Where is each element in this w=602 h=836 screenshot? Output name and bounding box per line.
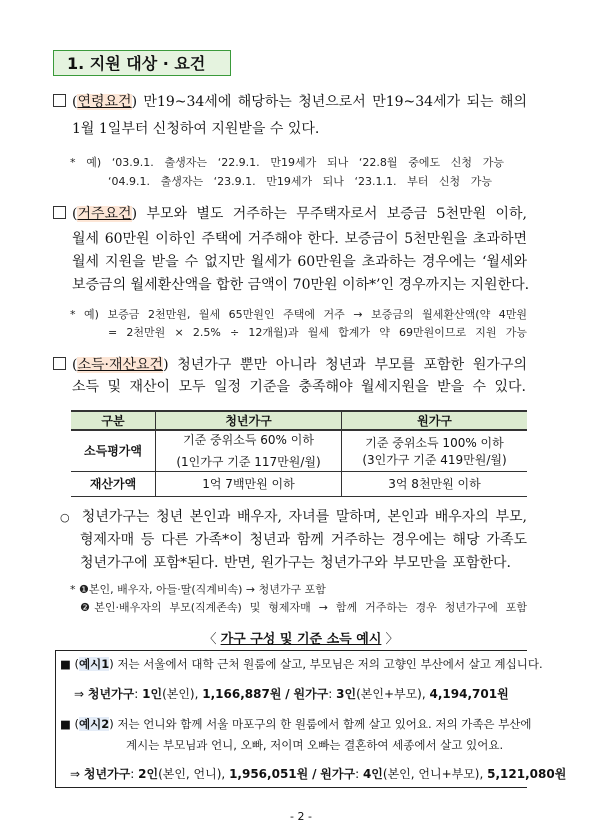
residence-line-4: 보증금의 월세환산액을 합한 금액이 70만원 이하*’인 경우까지는 지원한다.: [72, 277, 530, 293]
residence-requirement: (거주요건) 부모와 별도 거주하는 무주택자로서 보증금 5천만원 이하,: [53, 203, 527, 223]
example-label: 예시2: [79, 717, 110, 731]
text: 만19~34세에 해당하는 청년으로서 만19~34세가 되는 해의: [143, 94, 527, 110]
header-category: 구분: [71, 411, 156, 430]
l: (본인, 언니),: [158, 767, 226, 781]
page-number: - 2 -: [290, 810, 312, 823]
age-note-2: ‘04.9.1. 출생자는 ‘23.9.1. 만19세가 되나 ‘23.1.1. 부터 신청 가능: [108, 175, 492, 188]
example-label: 예시1: [79, 657, 110, 671]
household-para: [60, 506, 527, 526]
l: 원가구: [320, 767, 356, 781]
example-2: ■ (예시2) 저는 언니와 함께 서울 마포구의 한 원룸에서 함께 살고 있어요. 저의 가족은 부산에: [60, 717, 532, 731]
caption-text: 가구 구성 및 기준 소득 예시: [220, 632, 382, 647]
header-youth: 청년가구: [156, 411, 342, 430]
examples-box: [55, 650, 567, 788]
origin-income: [342, 430, 528, 471]
table-row: [71, 471, 527, 496]
age-note-1: * 예) ‘03.9.1. 출생자는 ‘22.9.1. 만19세가 되나 ‘22.8월 중에도 신청 가능: [70, 156, 504, 169]
household-note-2: ❷본인·배우자의 부모(직계존속) 및 형제자매 → 함께 거주하는 경우 청년가구에 포함: [80, 601, 527, 614]
origin-assets: 3억 8천만원 이하: [342, 471, 528, 496]
household-note-1: * ❶본인, 배우자, 아들·딸(직계비속) → 청년가구 포함: [70, 583, 326, 596]
income-line-2: 소득 및 재산이 모두 일정 기준을 충족해야 월세지원을 받을 수 있다.: [72, 379, 526, 395]
residence-tag: 거주요건: [77, 206, 132, 222]
l: 4인: [362, 767, 383, 781]
text: 청년가구 뿐만 아니라 청년과 부모를 포함한 원가구의: [177, 357, 527, 373]
residence-line-2: 월세 60만원 이하인 주택에 거주해야 한다. 보증금이 5천만원을 초과하면: [72, 231, 527, 247]
l: /: [285, 687, 290, 701]
l: 원가구: [293, 687, 329, 701]
l: /: [312, 767, 317, 781]
household-line-2: 형제자매 등 다른 가족*이 청년과 함께 거주하는 경우에는 해당 가족도: [80, 532, 527, 548]
l: 청년가구: [87, 687, 135, 701]
cell-line: 기준 중위소득 100% 이하: [365, 435, 504, 450]
age-tag: 연령요건: [77, 94, 132, 110]
residence-note-2: = 2천만원 × 2.5% ÷ 12개월)과 월세 합계가 약 69만원이므로 지원 가능: [108, 326, 527, 339]
cell-line: 기준 중위소득 60% 이하: [183, 433, 314, 448]
l: 4,194,701원: [429, 687, 509, 701]
examples-caption: [0, 628, 602, 647]
row-label: 재산가액: [71, 471, 156, 496]
residence-line-3: 월세 지원을 받을 수 없지만 월세가 60만원을 초과하는 경우에는 ‘월세와: [72, 254, 527, 270]
income-requirement: (소득·재산요건) 청년가구 뿐만 아니라 청년과 부모를 포함한 원가구의: [53, 354, 527, 374]
example-1-result: ⇒ 청년가구: 1인(본인), 1,166,887원 / 원가구: 3인(본인+부모), 4,194,701원: [74, 687, 509, 701]
bracket: 〈: [203, 632, 217, 647]
text: 청년가구는 청년 본인과 배우자, 자녀를 말하며, 본인과 배우자의 부모,: [81, 509, 527, 525]
table-row: [71, 430, 527, 471]
text: 저는 언니와 함께 서울 마포구의 한 원룸에서 함께 살고 있어요. 저의 가족은 부산에: [117, 717, 532, 731]
l: (본인+부모),: [356, 687, 426, 701]
l: 3인: [336, 687, 357, 701]
checkbox-icon: [53, 94, 66, 107]
youth-assets: 1억 7백만원 이하: [156, 471, 342, 496]
l: 1인: [142, 687, 163, 701]
cell-line: (3인가구 기준 419만원/월): [362, 452, 507, 467]
criteria-table: [71, 410, 527, 497]
text: 저는 서울에서 대학 근처 원룸에 살고, 부모님은 저의 고향인 부산에서 살고 계십니다.: [117, 657, 543, 671]
age-requirement: (연령요건) 만19~34세에 해당하는 청년으로서 만19~34세가 되는 해의: [53, 91, 527, 111]
section-title: 1. 지원 대상 · 요건: [53, 50, 231, 76]
checkbox-icon: [53, 357, 66, 370]
l: 5,121,080원: [487, 767, 567, 781]
row-label: 소득평가액: [71, 430, 156, 471]
example-1: ■ (예시1) 저는 서울에서 대학 근처 원룸에 살고, 부모님은 저의 고향인 부산에서 살고 계십니다.: [60, 657, 543, 671]
l: (본인, 언니+부모),: [382, 767, 484, 781]
example-2-result: ⇒ 청년가구: 2인(본인, 언니), 1,956,051원 / 원가구: 4인(본인, 언니+부모), 5,121,080원: [70, 767, 567, 781]
l: 1,166,887원: [202, 687, 282, 701]
bullet-icon: ○: [60, 511, 72, 524]
cell-line: (1인가구 기준 117만원/월): [176, 455, 321, 470]
household-line-3: 청년가구에 포함*된다. 반면, 원가구는 청년가구와 부모만을 포함한다.: [80, 555, 511, 571]
table-header: [71, 411, 527, 430]
text: 부모와 별도 거주하는 무주택자로서 보증금 5천만원 이하,: [146, 206, 527, 222]
checkbox-icon: [53, 206, 66, 219]
residence-note-1: * 예) 보증금 2천만원, 월세 65만원인 주택에 거주 → 보증금의 월세환산액(약 4만원: [70, 308, 527, 321]
bracket: 〉: [385, 632, 399, 647]
l: (본인),: [162, 687, 199, 701]
youth-income: [156, 430, 342, 471]
example-2-line-2: 계시는 부모님과 언니, 오빠, 저이며 오빠는 결혼하여 세종에서 살고 있어요.: [126, 738, 504, 752]
age-line-2: 1월 1일부터 신청하여 지원받을 수 있다.: [72, 121, 320, 137]
l: 1,956,051원: [229, 767, 309, 781]
header-origin: 원가구: [342, 411, 528, 430]
l: 2인: [138, 767, 159, 781]
l: 청년가구: [83, 767, 131, 781]
income-tag: 소득·재산요건: [77, 357, 164, 373]
